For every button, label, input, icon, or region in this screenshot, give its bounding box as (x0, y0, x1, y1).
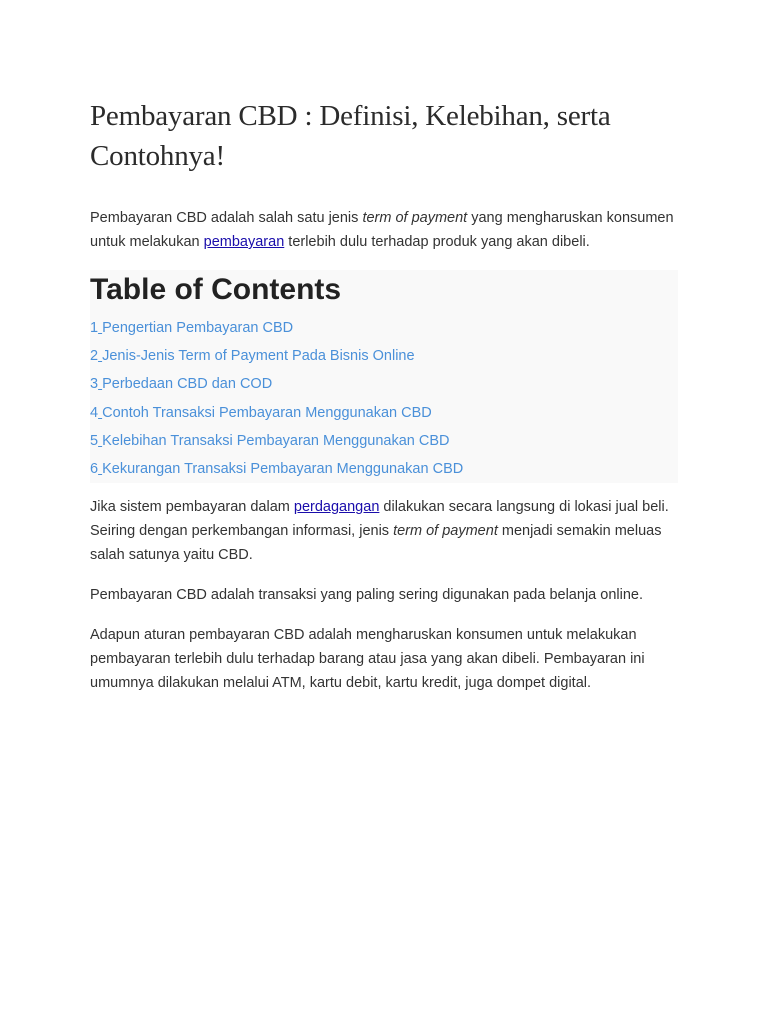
toc-heading: Table of Contents (90, 273, 342, 306)
article (90, 96, 680, 711)
toc-number: 2 (90, 348, 99, 365)
toc-item (90, 399, 678, 427)
toc-label: Contoh Transaksi Pembayaran Menggunakan CBD (102, 404, 432, 421)
para2-emphasis: term of payment (393, 523, 498, 540)
para2-text-3: menjadi semakin meluas salah satunya yaitu CBD. (90, 523, 662, 564)
toc-number: 4 (90, 404, 99, 421)
toc-number: 6 (90, 461, 99, 478)
pembayaran-link[interactable]: pembayaran (203, 234, 285, 250)
article-title: Pembayaran CBD : Definisi, Kelebihan, serta Contohnya! (90, 100, 611, 172)
toc-link-5[interactable] (90, 433, 450, 449)
toc-label: Perbedaan CBD dan COD (102, 376, 273, 393)
toc-link-1[interactable] (90, 320, 293, 336)
intro-paragraph (90, 206, 680, 254)
body-paragraph-3: Adapun aturan pembayaran CBD adalah mengharuskan konsumen untuk melakukan pembayaran terlebih dulu terhadap barang atau jasa yang akan dibeli. Pembayaran ini umumnya dilakukan melalui ATM, kartu debit, kartu kredit, juga dompet digital. (90, 627, 645, 692)
table-of-contents (90, 270, 678, 483)
para2-text-2: dilakukan secara langsung di lokasi jual beli. Seiring dengan perkembangan informasi, jenis (90, 499, 669, 540)
toc-link-3[interactable] (90, 376, 272, 392)
body-paragraph-1 (90, 495, 680, 567)
toc-item (90, 427, 678, 455)
toc-label: Jenis-Jenis Term of Payment Pada Bisnis Online (102, 348, 415, 365)
intro-text-2: yang mengharuskan konsumen untuk melakukan (90, 210, 674, 250)
toc-item (90, 370, 678, 398)
toc-link-6[interactable] (90, 461, 463, 477)
toc-label: Kelebihan Transaksi Pembayaran Menggunakan CBD (102, 432, 450, 449)
toc-number: 5 (90, 432, 99, 449)
toc-number: 1 (90, 320, 99, 336)
perdagangan-link[interactable]: perdagangan (293, 499, 380, 516)
intro-emphasis: term of payment (362, 210, 468, 226)
toc-item (90, 314, 678, 342)
toc-item (90, 342, 678, 370)
toc-item (90, 455, 678, 483)
toc-label: Kekurangan Transaksi Pembayaran Menggunakan CBD (102, 461, 464, 478)
toc-list (90, 314, 678, 483)
toc-link-4[interactable] (90, 405, 432, 421)
body-paragraph-2: Pembayaran CBD adalah transaksi yang paling sering digunakan pada belanja online. (90, 587, 643, 604)
toc-link-2[interactable] (90, 348, 415, 364)
toc-number: 3 (90, 376, 99, 393)
toc-label: Pengertian Pembayaran CBD (102, 320, 294, 336)
para2-text-1: Jika sistem pembayaran dalam (90, 499, 294, 516)
intro-text-1: Pembayaran CBD adalah salah satu jenis (90, 210, 363, 226)
intro-text-3: terlebih dulu terhadap produk yang akan dibeli. (284, 234, 590, 250)
